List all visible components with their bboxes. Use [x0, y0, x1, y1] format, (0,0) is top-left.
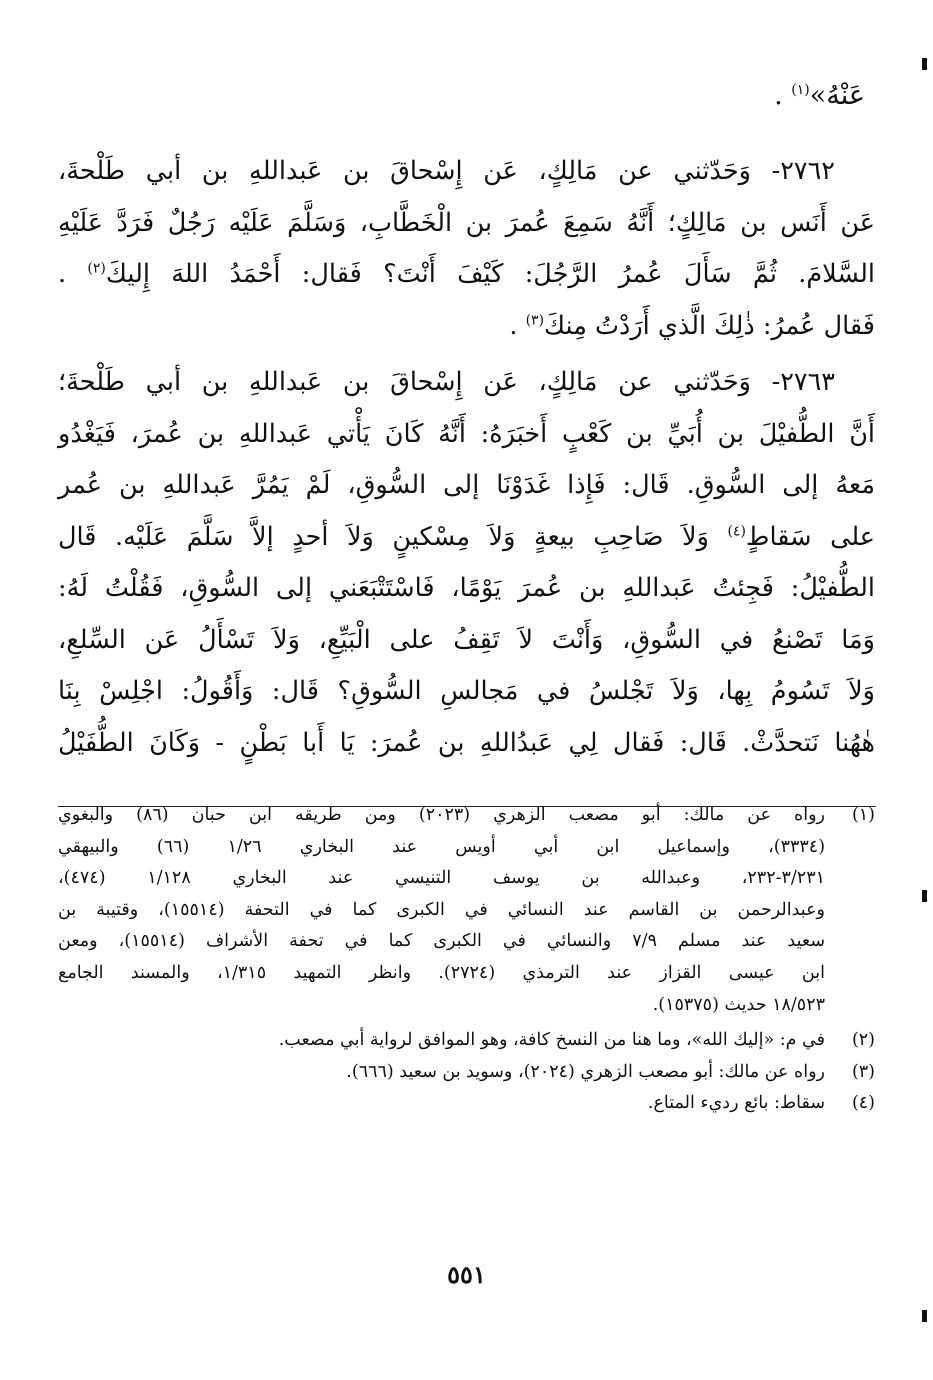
- hadith-paragraph-2763: [58, 357, 875, 769]
- footnote-body: [58, 1025, 825, 1057]
- text-line: هٰهُنا نَتحدَّثْ. قَال: فَقال لِي عَبدُاللهِ بن عُمرَ: يَا أَبا بَطْنٍ - وَكَانَ الطُّفَيْلُ: [58, 727, 875, 758]
- footnote-line: ١٨/٥٢٣ حديث (١٥٣٧٥).: [652, 994, 825, 1015]
- footnote-body: [58, 800, 825, 1021]
- text-line: [58, 249, 875, 301]
- line-text: فَقال عُمرُ: ذٰلِكَ الَّذي أَرَدْتُ مِنكَ: [544, 310, 875, 341]
- footnote-number: (١): [851, 805, 875, 825]
- text-line: [58, 512, 875, 564]
- footnote-line: ٣/٢٣١-٢٣٢، وعبدالله بن يوسف التنيسي عند البخاري ١/١٢٨ (٤٧٤)،: [58, 868, 826, 889]
- footnote-line: رواه عن مالك: أبو مصعب الزهري (٢٠٢٤)، وسويد بن سعيد (٦٦٦).: [346, 1061, 825, 1082]
- footnote-body: [58, 1057, 825, 1089]
- footnote-4: [58, 1088, 875, 1120]
- text-line: أَنَّ الطُّفيْلَ بن أُبَيِّ بن كَعْبٍ أَخبَرَهُ: أَنَّهُ كَانَ يَأْتي عَبداللهِ بن عُمرَ، فَيَغْدُو: [58, 418, 875, 449]
- footnote-ref: (٢): [87, 260, 106, 277]
- margin-mark: [922, 58, 927, 70]
- footnote-line: رواه عن مالك: أبو مصعب الزهري (٢٠٢٣) ومن طريقه ابن حبان (٨٦) والبغوي: [58, 805, 825, 825]
- text-line: وَمَا تَصْنعُ في السُّوقِ، وَأَنْتَ لاَ تَقِفُ على الْبَيِّعِ، وَلاَ تَسْأَلُ عَن السِّلعِ،: [58, 624, 875, 655]
- footnote-line: وعبدالرحمن بن القاسم عند النسائي في الكبرى كما في التحفة (١٥٥١٤)، وقتيبة بن: [58, 899, 825, 920]
- text-line: [58, 301, 875, 353]
- text-line: ٢٧٦٣- وَحَدّثني عن مَالِكٍ، عَن إِسْحاقَ بن عَبداللهِ بن أبي طَلْحةَ؛: [58, 367, 835, 397]
- line-text: على سَقاطٍ: [745, 521, 875, 552]
- text-line: عَن أَنَس بن مَالِكٍ؛ أَنَّهُ سَمِعَ عُمرَ بن الْخَطَّابِ، وَسَلَّمَ عَلَيْه رَجُلٌ فَرَدَّ عَلَيْهِ: [58, 207, 875, 238]
- margin-mark: [922, 1310, 927, 1322]
- footnote-line: سعيد عند مسلم ٧/٩ والنسائي في الكبرى كما في تحفة الأشراف (١٥٥١٤)، ومعن: [58, 931, 825, 952]
- footnote-ref: (٤): [727, 523, 746, 539]
- text-line: وَلاَ تَسُومُ بِها، وَلاَ تَجْلسُ في مَجالسِ السُّوقِ؟ قَال: وَأَقُولُ: اجْلِسْ بِنَا: [58, 676, 875, 706]
- footnote-3: [58, 1057, 875, 1089]
- footnote-body: [58, 1088, 825, 1120]
- footnote-number: (٣): [851, 1061, 875, 1082]
- text-line: ٢٧٦٢- وَحَدّثني عن مَالِكٍ، عَن إِسْحاقَ بن عَبداللهِ بن أبي طَلْحةَ،: [58, 156, 835, 186]
- line-text: وَلاَ صَاحِبِ بيعةٍ وَلاَ مِسْكينٍ وَلاَ أحدٍ إلاَّ سَلَّمَ عَلَيْه. قَال: [58, 521, 709, 552]
- line-text: السَّلامَ. ثُمَّ سَأَلَ عُمرُ الرَّجُلَ: كَيْفَ أَنْتَ؟ فَقال: أَحْمَدُ اللهَ إِليكَ: [105, 259, 875, 289]
- footnote-ref: (١): [791, 82, 810, 98]
- footnote-1: [58, 800, 875, 1021]
- hadith-paragraph-2762: [58, 146, 875, 352]
- footnote-ref: (٣): [525, 312, 545, 328]
- opening-end: .: [774, 80, 783, 111]
- footnote-2: [58, 1025, 875, 1057]
- footnote-number: (٢): [851, 1030, 875, 1051]
- footnote-line: ابن عيسى القزاز عند الترمذي (٢٧٢٤). وانظر التمهيد ١/٣١٥، والمسند الجامع: [58, 962, 825, 983]
- footnote-line: في م: «إليك الله»، وما هنا من النسخ كافة، وهو الموافق لرواية أبي مصعب.: [278, 1030, 825, 1051]
- opening-text: عَنْهُ»: [809, 80, 865, 111]
- opening-fragment: [665, 76, 865, 116]
- line-end: .: [58, 259, 67, 289]
- footnotes: [58, 800, 875, 1120]
- page-number: ٥٥١: [447, 1260, 486, 1289]
- line-end: .: [509, 310, 518, 341]
- footnote-number: (٤): [851, 1093, 875, 1114]
- text-line: مَعهُ إلى السُّوقِ. قَال: فَإِذا غَدَوْنَا إلى السُّوقِ، لَمْ يَمُرَّ عَبداللهِ بن عُمر: [58, 470, 875, 500]
- footnote-line: سقاط: بائع رديء المتاع.: [647, 1093, 825, 1114]
- margin-mark: [922, 890, 927, 902]
- footnote-line: (٣٣٣٤)، وإسماعيل ابن أبي أويس عند البخاري ١/٢٦ (٦٦) والبيهقي: [58, 836, 826, 857]
- text-line: الطُّفيْلُ: فَجِئتُ عَبداللهِ بن عُمرَ يَوْمًا، فَاسْتَتْبَعَني إلى السُّوقِ، فَقُلْتُ لَهُ:: [58, 573, 875, 603]
